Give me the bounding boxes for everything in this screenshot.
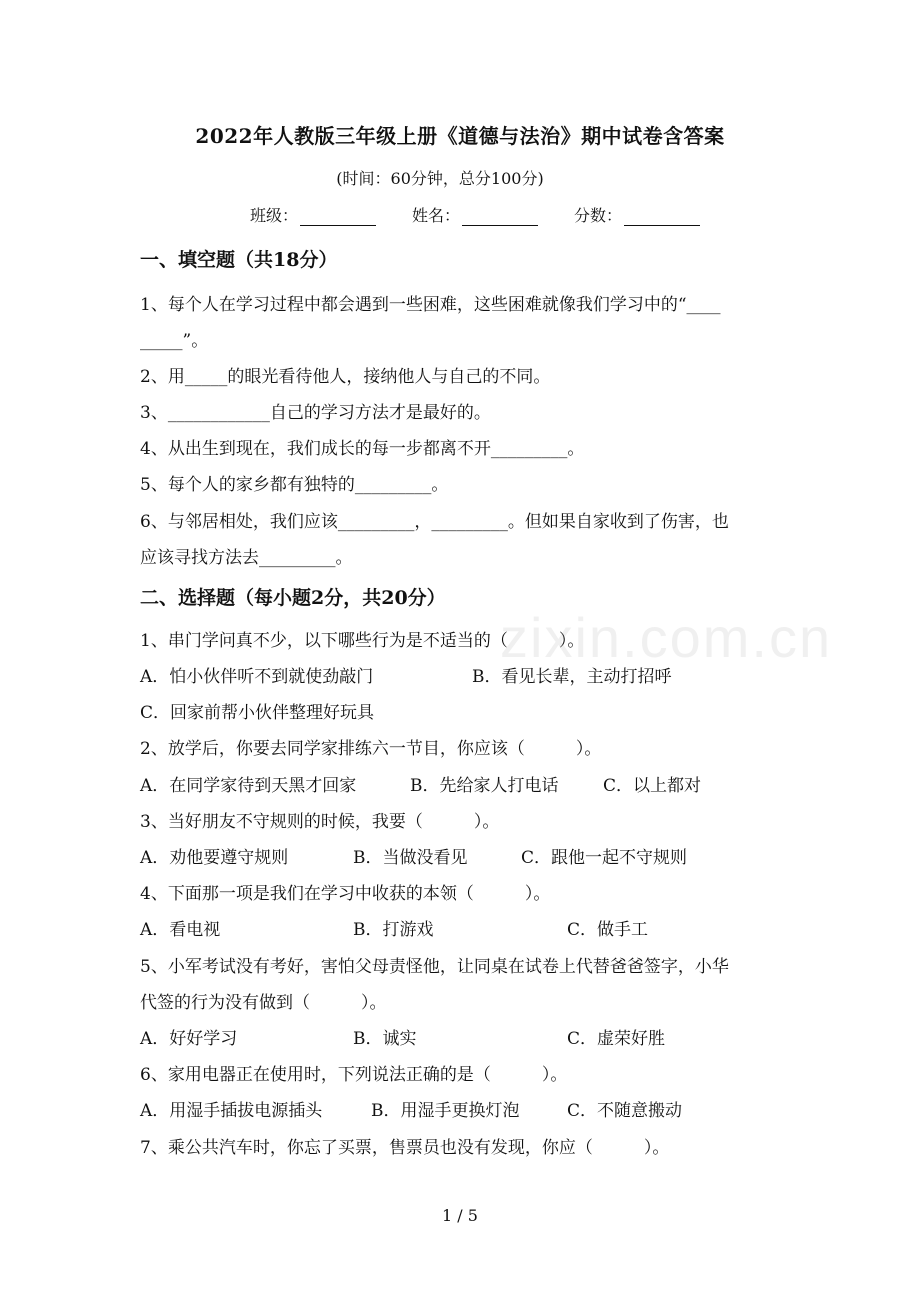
score-field	[574, 203, 700, 226]
fill-q3: 3、____________自己的学习方法才是最好的。	[140, 403, 491, 423]
choice-q6-option-a: A．用湿手插拔电源插头	[140, 1101, 323, 1121]
choice-q6-option-c: C．不随意搬动	[567, 1101, 683, 1121]
name-field	[412, 203, 538, 226]
section-choice-heading: 二、选择题（每小题2分，共20分）	[140, 587, 446, 609]
choice-q4-option-c: C．做手工	[567, 920, 649, 940]
page-number: 1 / 5	[442, 1206, 478, 1225]
watermark: zixin.com.cn	[500, 606, 833, 669]
fill-q4: 4、从出生到现在，我们成长的每一步都离不开_________。	[140, 439, 585, 459]
choice-q2-option-a: A．在同学家待到天黑才回家	[140, 776, 357, 796]
choice-q5-option-c: C．虚荣好胜	[567, 1029, 666, 1049]
choice-q5-option-b: B．诚实	[353, 1029, 417, 1049]
choice-q3-option-a: A．劝他要遵守规则	[140, 848, 289, 868]
fill-q6-line2: 应该寻找方法去_________。	[140, 548, 353, 568]
choice-q6: 6、家用电器正在使用时，下列说法正确的是（ ）。	[140, 1065, 568, 1085]
exam-time-note: (时间：60分钟，总分100分)	[336, 169, 544, 188]
choice-q4: 4、下面那一项是我们在学习中收获的本领（ ）。	[140, 884, 551, 904]
fill-q1-line2: _____”。	[140, 331, 209, 351]
choice-q3-option-c: C．跟他一起不守规则	[521, 848, 688, 868]
section-fill-blank-heading: 一、填空题（共18分）	[140, 249, 338, 271]
choice-q2-option-c: C．以上都对	[603, 776, 702, 796]
choice-q4-option-b: B．打游戏	[353, 920, 434, 940]
choice-q5-line1: 5、小军考试没有考好，害怕父母责怪他，让同桌在试卷上代替爸爸签字，小华	[140, 957, 729, 977]
choice-q7: 7、乘公共汽车时，你忘了买票，售票员也没有发现，你应（ ）。	[140, 1138, 670, 1158]
choice-q1: 1、串门学问真不少，以下哪些行为是不适当的（ ）。	[140, 631, 585, 651]
choice-q1-option-c: C．回家前帮小伙伴整理好玩具	[140, 703, 375, 723]
class-label: 班级：	[250, 206, 299, 225]
fill-q2: 2、用_____的眼光看待他人，接纳他人与自己的不同。	[140, 367, 551, 387]
score-blank	[624, 209, 700, 226]
name-blank	[462, 209, 538, 226]
choice-q2: 2、放学后，你要去同学家排练六一节目，你应该（ ）。	[140, 739, 602, 759]
fill-q1-line1: 1、每个人在学习过程中都会遇到一些困难，这些困难就像我们学习中的“____	[140, 295, 721, 315]
choice-q1-option-b: B．看见长辈，主动打招呼	[472, 667, 672, 687]
score-label: 分数：	[574, 206, 623, 225]
student-info-row	[250, 203, 850, 226]
fill-q5: 5、每个人的家乡都有独特的_________。	[140, 475, 449, 495]
choice-q4-option-a: A．看电视	[140, 920, 221, 940]
class-blank	[300, 209, 376, 226]
class-field	[250, 203, 376, 226]
choice-q5-option-a: A．好好学习	[140, 1029, 238, 1049]
choice-q6-option-b: B．用湿手更换灯泡	[371, 1101, 520, 1121]
choice-q3-option-b: B．当做没看见	[353, 848, 468, 868]
choice-q2-option-b: B．先给家人打电话	[410, 776, 559, 796]
choice-q1-option-a: A．怕小伙伴听不到就使劲敲门	[140, 667, 374, 687]
name-label: 姓名：	[412, 206, 461, 225]
choice-q3: 3、当好朋友不守规则的时候，我要（ ）。	[140, 812, 500, 832]
exam-title: 2022年人教版三年级上册《道德与法治》期中试卷含答案	[195, 124, 725, 148]
fill-q6-line1: 6、与邻居相处，我们应该_________，_________。但如果自家收到了伤害，也	[140, 512, 729, 532]
choice-q5-line2: 代签的行为没有做到（ ）。	[140, 993, 387, 1013]
